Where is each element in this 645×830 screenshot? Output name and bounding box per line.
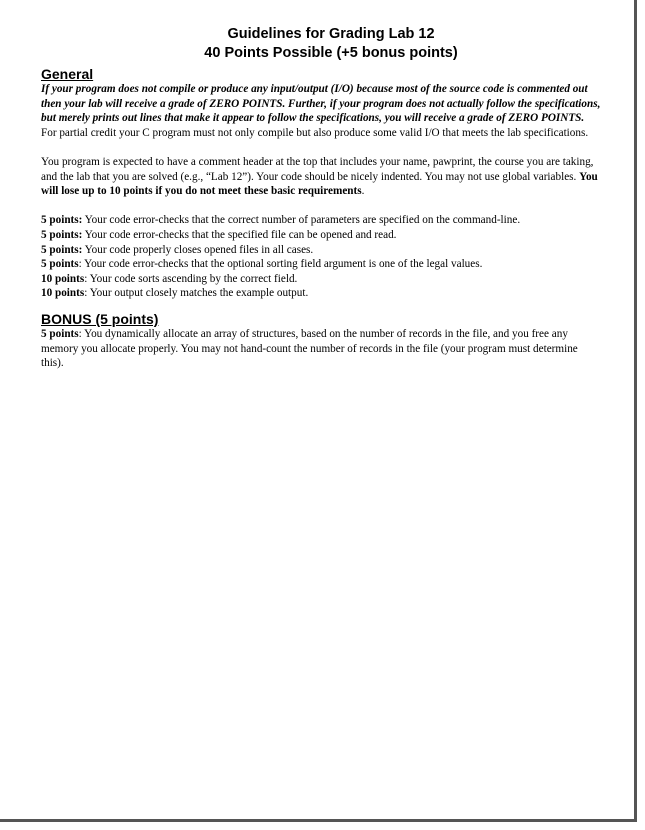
general-paragraph-2 <box>41 155 601 199</box>
criterion-points: 5 points <box>41 258 79 271</box>
criterion-item <box>41 213 601 228</box>
basic-requirements-penalty: You will lose up to 10 points if you do not meet these basic requirements <box>41 170 598 198</box>
criterion-text: : Your code error-checks that the optional sorting field argument is one of the legal values. <box>78 258 483 271</box>
criterion-points: 5 points: <box>41 228 83 241</box>
bonus-paragraph <box>41 327 601 371</box>
title-line-2: 40 Points Possible (+5 bonus points) <box>204 45 458 61</box>
header-requirements: You program is expected to have a comment header at the top that includes your name, pawprint, the course you are taking, and the lab that you are solved (e.g., “Lab 12”). Your code should be nicely indented. You may not use global variables. <box>41 155 594 183</box>
criterion-points: 5 points: <box>41 243 83 256</box>
criterion-item <box>41 243 601 258</box>
criterion-text: Your code properly closes opened files in all cases. <box>82 243 314 256</box>
criterion-item <box>41 272 601 287</box>
partial-credit-note: For partial credit your C program must not only compile but also produce some valid I/O that meets the lab specifications. <box>41 126 589 139</box>
general-heading: General <box>41 66 94 82</box>
criterion-text: Your code error-checks that the specified file can be opened and read. <box>82 228 397 241</box>
general-paragraph-1 <box>41 82 601 140</box>
criterion-points: 10 points <box>41 287 85 300</box>
criterion-points: 5 points: <box>41 214 83 227</box>
title-line-1: Guidelines for Grading Lab 12 <box>227 26 435 42</box>
criterion-text: Your code error-checks that the correct number of parameters are specified on the command-line. <box>82 214 521 227</box>
criteria-list <box>41 213 601 301</box>
criterion-text: : Your code sorts ascending by the correct field. <box>84 272 298 285</box>
bonus-points: 5 points <box>41 327 79 340</box>
criterion-points: 10 points <box>41 272 85 285</box>
bonus-heading: BONUS (5 points) <box>41 310 159 327</box>
document-content <box>41 25 601 371</box>
bonus-text: : You dynamically allocate an array of structures, based on the number of records in the file, and you free any memory you allocate properly. You may not hand-count the number of records in the file (your program must determine this). <box>41 327 578 370</box>
criterion-text: : Your output closely matches the example output. <box>84 287 309 300</box>
criterion-item <box>41 286 601 301</box>
zero-points-warning: If your program does not compile or produce any input/output (I/O) because most of the source code is commented out then your lab will receive a grade of ZERO POINTS. Further, if your program does not actually follow the specifications, but merely prints out lines that make it appear to follow the specifications, you will receive a grade of ZERO POINTS. <box>41 83 601 125</box>
period: . <box>361 185 365 198</box>
criterion-item <box>41 228 601 243</box>
criterion-item <box>41 257 601 272</box>
